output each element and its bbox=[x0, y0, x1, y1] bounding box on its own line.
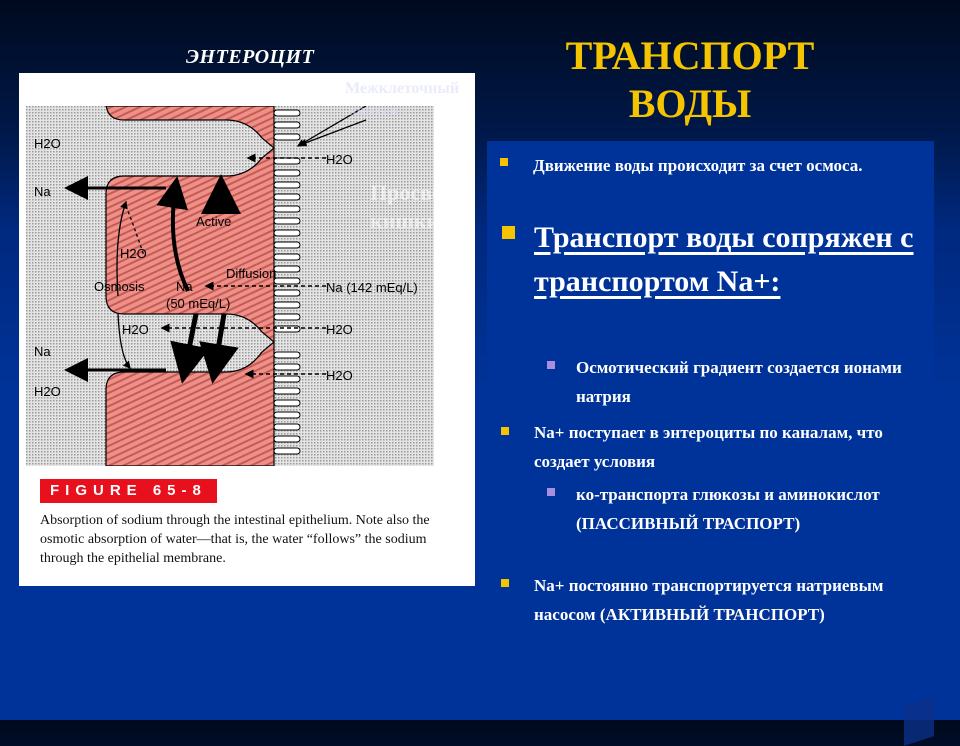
square-bullet-icon bbox=[501, 427, 509, 435]
bullet-item: Na+ постоянно транспортируется натриевым насосом (АКТИВНЫЙ ТРАНСПОРТ) bbox=[534, 571, 929, 629]
figure-65-8 bbox=[19, 73, 475, 586]
label-na-lumen: Na (142 mEq/L) bbox=[326, 280, 418, 295]
bullet-item: Na+ поступает в энтероциты по каналам, что создает условия bbox=[534, 418, 924, 476]
square-bullet-icon bbox=[502, 226, 515, 239]
intercellular-contact-label: Межклеточный bbox=[345, 80, 460, 97]
figure-caption: Absorption of sodium through the intestinal epithelium. Note also the osmotic absorption of water—that is, the water “follows” the sodium through the epithelial membrane. bbox=[40, 513, 430, 566]
square-bullet-icon bbox=[501, 579, 509, 587]
label-na-bottom-left: Na bbox=[34, 344, 51, 359]
label-h2o-top-left: H2O bbox=[34, 136, 61, 151]
title-line-1: ТРАНСПОРТ bbox=[565, 33, 815, 78]
label-na-cell-conc: (50 mEq/L) bbox=[166, 296, 231, 311]
intercellular-contact-label-2: контакт bbox=[348, 102, 408, 119]
label-na-cell: Na bbox=[176, 279, 193, 294]
title-line-2: ВОДЫ bbox=[628, 81, 752, 126]
label-h2o-lumen-bottom: H2O bbox=[326, 368, 353, 383]
square-bullet-icon bbox=[500, 158, 508, 166]
label-osmosis: Osmosis bbox=[94, 279, 145, 294]
sub-bullet-item: ко-транспорта глюкозы и аминокислот (ПАССИВНЫЙ ТРАСПОРТ) bbox=[576, 480, 921, 538]
decorative-shape bbox=[904, 696, 934, 746]
sub-bullet-item: Осмотический градиент создается ионами натрия bbox=[576, 353, 916, 411]
square-bullet-icon bbox=[547, 361, 555, 369]
label-active: Active bbox=[196, 214, 232, 229]
page-title bbox=[540, 32, 840, 128]
enterocyte-title: ЭНТЕРОЦИТ bbox=[186, 46, 315, 68]
bullet-item: Транспорт воды сопряжен с транспортом Na+: bbox=[534, 216, 914, 304]
label-h2o-lumen-mid: H2O bbox=[326, 322, 353, 337]
bullet-item: Движение воды происходит за счет осмоса. bbox=[533, 152, 928, 179]
label-h2o-lumen-top: H2O bbox=[326, 152, 353, 167]
lumen-label-2: кишки bbox=[370, 208, 440, 233]
label-diffusion: Diffusion bbox=[226, 266, 277, 281]
label-h2o-bottom-left: H2O bbox=[34, 384, 61, 399]
figure-badge: FIGURE 65-8 bbox=[40, 479, 217, 503]
label-h2o-cell: H2O bbox=[120, 246, 147, 261]
label-na-top-left: Na bbox=[34, 184, 51, 199]
enterocyte-diagram bbox=[26, 106, 434, 466]
lumen-label: Просвет bbox=[370, 180, 453, 205]
label-h2o-cell-lower: H2O bbox=[122, 322, 149, 337]
square-bullet-icon bbox=[547, 488, 555, 496]
